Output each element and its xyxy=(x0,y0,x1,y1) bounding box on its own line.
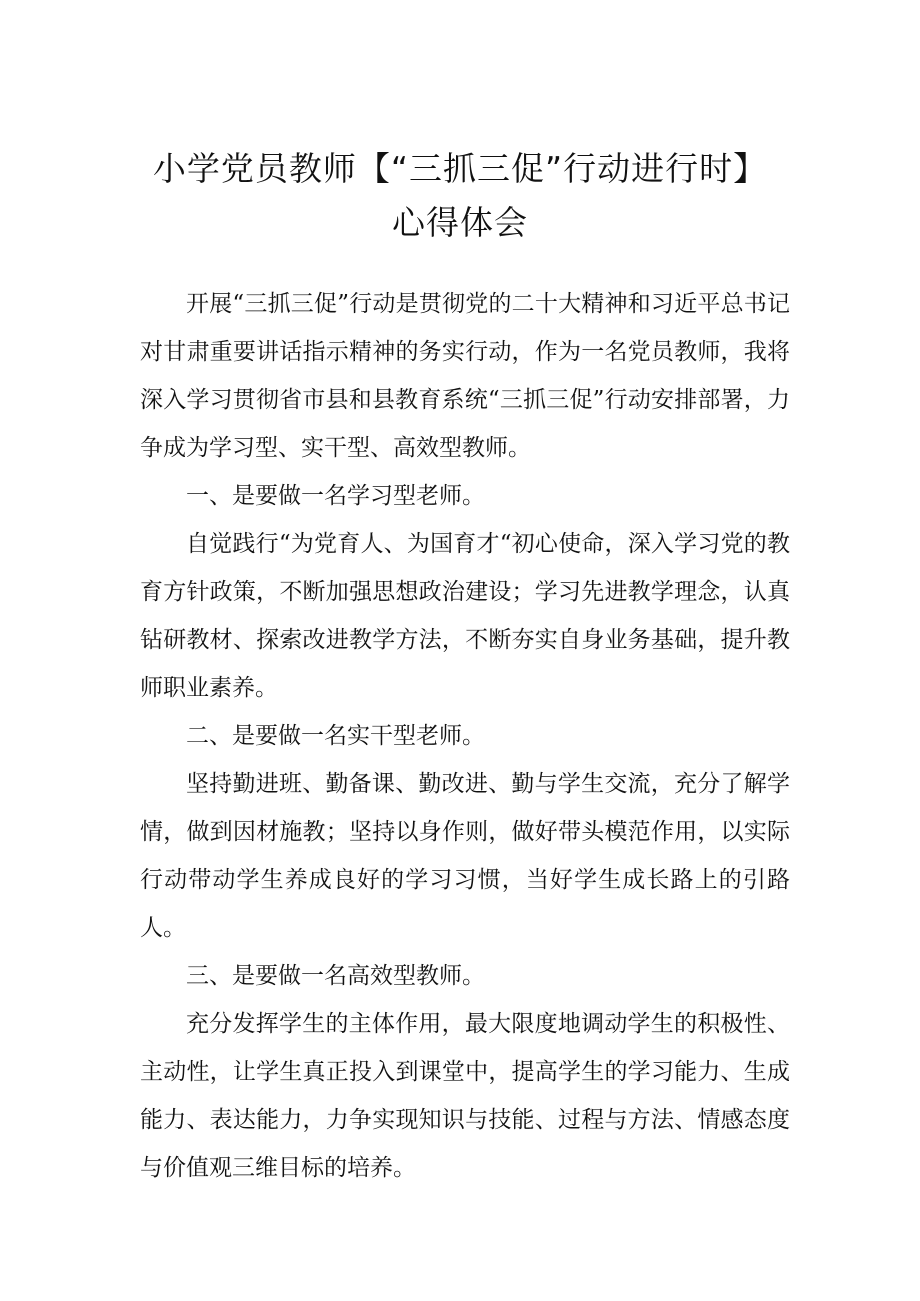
section-heading-2: 二、是要做一名实干型老师。 xyxy=(186,723,485,749)
intro-paragraph: 开展“三抓三促”行动是贯彻党的二十大精神和习近平总书记对甘肃重要讲话指示精神的务实行动，作为一名党员教师，我将深入学习贯彻省市县和县教育系统“三抓三促”行动安排部署，力争成为学习型、实干型、高效型教师。 xyxy=(140,291,790,461)
document-body xyxy=(140,280,790,1192)
document-title-line1: 小学党员教师【“三抓三促”行动进行时】 xyxy=(152,149,768,188)
section-heading-3: 三、是要做一名高效型教师。 xyxy=(186,963,485,989)
section-paragraph-2: 坚持勤进班、勤备课、勤改进、勤与学生交流，充分了解学情，做到因材施教；坚持以身作则，做好带头模范作用，以实际行动带动学生养成良好的学习习惯，当好学生成长路上的引路人。 xyxy=(140,771,790,941)
section-heading-1: 一、是要做一名学习型老师。 xyxy=(186,483,485,509)
section-paragraph-1: 自觉践行“为党育人、为国育才“初心使命，深入学习党的教育方针政策，不断加强思想政治建设；学习先进教学理念，认真钻研教材、探索改进教学方法，不断夯实自身业务基础，提升教师职业素养。 xyxy=(140,531,790,701)
document-title-line2: 心得体会 xyxy=(392,203,528,242)
section-paragraph-3: 充分发挥学生的主体作用，最大限度地调动学生的积极性、主动性，让学生真正投入到课堂中，提高学生的学习能力、生成能力、表达能力，力争实现知识与技能、过程与方法、情感态度与价值观三维目标的培养。 xyxy=(140,1011,790,1181)
